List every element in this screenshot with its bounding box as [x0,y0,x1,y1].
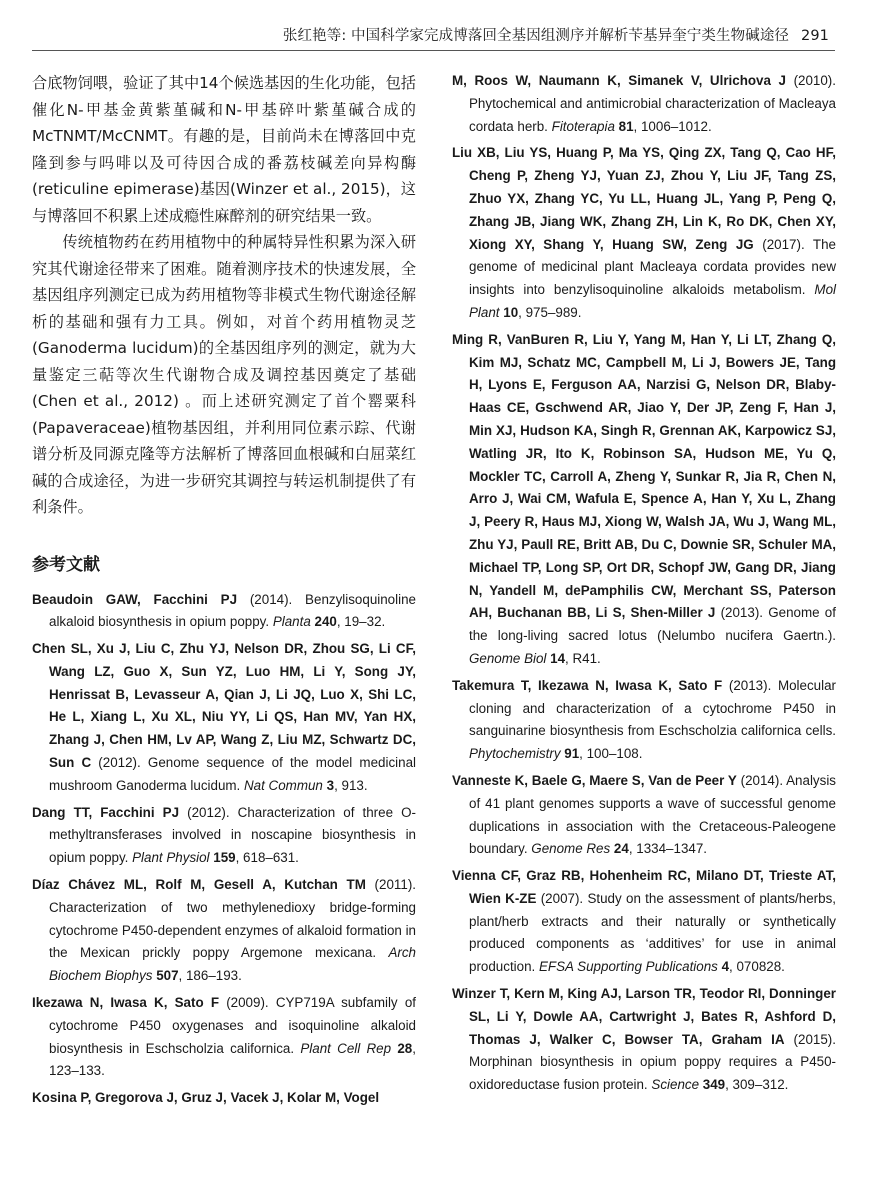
reference-text: (2017). The genome of medicinal plant Macleaya cordata provides new insights into benzylisoquinoline alkaloids metabolism. [469,236,837,298]
reference-text: (2014). Benzylisoquinoline alkaloid biosynthesis in opium poppy. [49,591,416,630]
reference-authors: Liu XB, Liu YS, Huang P, Ma YS, Qing ZX, Tang Q, Cao HF, Cheng P, Zheng YJ, Yuan ZJ, Zhou Y, Liu JF, Tang ZS, Zhuo YX, Zhang YC, Yu LL, Huang JL, Yang P, Peng Q, Zhang JB, Jiang WK, Zhang ZH, Lin K, Ro DK, Chen XY, Xiong XY, Shang Y, Huang SW, Zeng JG [452,145,836,252]
reference-journal: Genome Biol [469,650,547,666]
reference-item [452,983,836,1097]
reference-pages: , 975–989. [518,304,582,320]
reference-pages: , 123–133. [49,1040,416,1079]
reference-pages: , 186–193. [178,968,242,984]
reference-pages: , 618–631. [235,850,299,866]
reference-item [452,675,836,766]
running-header [283,24,829,45]
reference-item [32,992,416,1083]
reference-volume: 3 [322,777,335,793]
reference-pages: , 1334–1347. [628,841,708,857]
reference-journal: Nat Commun [244,777,323,793]
reference-journal: Phytochemistry [469,746,561,762]
reference-pages: , 19–32. [336,614,386,630]
reference-item [452,770,836,861]
reference-authors: Beaudoin GAW, Facchini PJ [32,591,238,607]
reference-volume: 159 [209,850,236,866]
reference-journal: Genome Res [531,841,611,857]
reference-item [452,865,836,979]
reference-text: (2015). Morphinan biosynthesis in opium poppy requires a P450-oxidoreductase fusion protein. [469,1031,836,1093]
header-title: 张红艳等: 中国科学家完成博落回全基因组测序并解析苄基异奎宁类生物碱途径 [282,28,790,44]
reference-journal: Plant Physiol [132,850,210,866]
reference-authors: Ming R, VanBuren R, Liu Y, Yang M, Han Y, Li LT, Zhang Q, Kim MJ, Schatz MC, Campbell M, Li J, Bowers JE, Tang H, Lyons E, Ferguson AA, Narzisi G, Nelson DR, Blaby-Haas CE, Gschwend AR, Jiao Y, Der JP, Zeng F, Han J, Min XJ, Hudson KA, Singh R, Grennan AK, Karpowicz SJ, Watling JR, Ito K, Robinson SA, Hudson ME, Yu Q, Mockler TC, Carroll A, Zheng Y, Sunkar R, Jia R, Chen N, Arro J, Wai CM, Wafula E, Spence A, Han Y, Xu L, Zhang J, Peery R, Haus MJ, Xiong W, Walsh JA, Wu J, Wang ML, Zhu YJ, Paull RE, Britt AB, Du C, Downie SR, Schuler MA, Michael TP, Long SP, Ort DR, Schopf JW, Gang DR, Jiang N, Yandell M, dePamphilis CW, Merchant SS, Paterson AH, Buchanan BB, Li S, Shen-Miller J [452,331,836,621]
reference-authors: Díaz Chávez ML, Rolf M, Gesell A, Kutchan TM [32,877,366,893]
reference-volume: 24 [610,841,629,857]
reference-volume: 91 [560,746,580,762]
body-paragraph-1: 合底物饲喂，验证了其中14个候选基因的生化功能，包括催化N-甲基金黄紫堇碱和N-甲基碎叶紫堇碱合成的McTNMT/McCNMT。有趣的是，目前尚未在博落回中克隆到参与吗啡以及可待因合成的番荔枝碱差向异构酶(reticuline epimerase)基因(Winzer et al., 2015)，这与博落回不积累上述成瘾性麻醉剂的研究结果一致。 [32,74,416,225]
reference-volume: 81 [614,118,634,134]
reference-authors: Chen SL, Xu J, Liu C, Zhu YJ, Nelson DR, Zhou SG, Li CF, Wang LZ, Guo X, Sun YZ, Luo HM, Li Y, Song JY, Henrissat B, Levasseur A, Qian J, Li JQ, Luo X, Shi LC, He L, Xiang L, Xu XL, Niu YY, Li QS, Han MV, Yan HX, Zhang J, Chen HM, Lv AP, Wang Z, Liu MZ, Schwartz DC, Sun C [32,641,416,771]
reference-pages: , 100–108. [579,746,643,762]
reference-pages: , 309–312. [725,1077,789,1093]
header-rule [32,50,835,51]
reference-text: (2010). Phytochemical and antimicrobial characterization of Macleaya cordata herb. [469,73,836,134]
body-paragraph-2: 传统植物药在药用植物中的种属特异性积累为深入研究其代谢途径带来了困难。随着测序技术的快速发展，全基因组序列测定已成为药用植物等非模式生物代谢途径解析的基础和强有力工具。例如，对首个药用植物灵芝(Ganoderma lucidum)的全基因组序列的测定，就为大量鉴定三萜等次生代谢物合成及调控基因奠定了基础(Chen et al., 2012) 。而上述研究测定了首个罂粟科(Papaveraceae)植物基因组，并利用同位素示踪、代谢谱分析及同源克隆等方法解析了博落回血根碱和白屈菜红碱的合成途径，为进一步研究其调控与转运机制提供了有利条件。 [32,233,416,516]
reference-text: (2011). Characterization of two methylenedioxy bridge-forming cytochrome P450-dependent enzymes of alkaloid formation in the Mexican prickly poppy Argemone mexicana. [49,877,416,961]
reference-text: (2012). Characterization of three O-methyltransferases involved in noscapine biosynthesis in opium poppy. [49,804,416,866]
page-number: 291 [801,28,829,44]
reference-item [452,70,836,138]
reference-text: (2014). Analysis of 41 plant genomes supports a wave of successful genome duplications in association with the Cretaceous-Paleogene boundary. [469,772,836,857]
reference-journal: EFSA Supporting Publications [538,959,718,975]
reference-journal: Fitoterapia [551,118,615,134]
reference-pages: , 070828. [729,959,785,975]
left-column [32,70,416,1114]
reference-authors: Dang TT, Facchini PJ [32,804,180,820]
reference-volume: 507 [152,968,179,984]
reference-journal: Science [651,1077,700,1093]
reference-authors: Winzer T, Kern M, King AJ, Larson TR, Teodor RI, Donninger SL, Li Y, Dowle AA, Cartwright J, Bates R, Ashford D, Thomas J, Walker C, Bowser TA, Graham IA [452,986,836,1047]
reference-pages: , R41. [565,650,601,666]
reference-journal: Planta [272,614,311,630]
reference-authors: Takemura T, Ikezawa N, Iwasa K, Sato F [452,677,723,693]
reference-authors: Vienna CF, Graz RB, Hohenheim RC, Milano DT, Trieste AT, Wien K-ZE [452,868,836,906]
reference-pages: , 1006–1012. [633,118,712,134]
reference-journal: Mol Plant [469,282,836,320]
reference-authors: Vanneste K, Baele G, Maere S, Van de Peer Y [452,772,737,788]
references-heading: 参考文献 [32,554,100,575]
reference-item [452,329,836,671]
reference-volume: 240 [310,614,337,630]
reference-item [32,638,416,798]
reference-item [32,802,416,870]
reference-volume: 4 [717,959,730,975]
reference-authors: Kosina P, Gregorova J, Gruz J, Vacek J, Kolar M, Vogel [32,1090,380,1106]
reference-journal: Plant Cell Rep [300,1040,392,1056]
right-column [452,70,836,1101]
references-list-left [32,589,416,1111]
reference-text: (2007). Study on the assessment of plants/herbs, plant/herb extracts and their naturally or synthetically produced components as ‘additives’ for use in animal production. [469,890,836,975]
reference-text: (2013). Molecular cloning and characterization of a cytochrome P450 in sanguinarine biosynthesis from Eschscholzia californica cells. [469,677,836,739]
reference-authors: M, Roos W, Naumann K, Simanek V, Ulrichova J [452,73,786,88]
references-list-right [452,70,836,1097]
reference-volume: 10 [499,304,519,320]
reference-text: (2009). CYP719A subfamily of cytochrome P450 oxygenases and isoquinoline alkaloid biosynthesis in Eschscholzia californica. [49,995,416,1056]
reference-text: (2013). Genome of the long-living sacred lotus (Nelumbo nucifera Gaertn.). [469,605,836,644]
reference-item [32,1087,416,1110]
reference-authors: Ikezawa N, Iwasa K, Sato F [32,995,220,1011]
reference-volume: 14 [546,650,566,666]
reference-volume: 28 [391,1040,413,1056]
reference-journal: Arch Biochem Biophys [49,945,416,984]
reference-item [32,874,416,988]
reference-item [452,142,836,324]
reference-text: (2012). Genome sequence of the model medicinal mushroom Ganoderma lucidum. [49,755,416,793]
reference-pages: , 913. [334,777,368,793]
reference-item [32,589,416,635]
reference-volume: 349 [699,1077,726,1093]
